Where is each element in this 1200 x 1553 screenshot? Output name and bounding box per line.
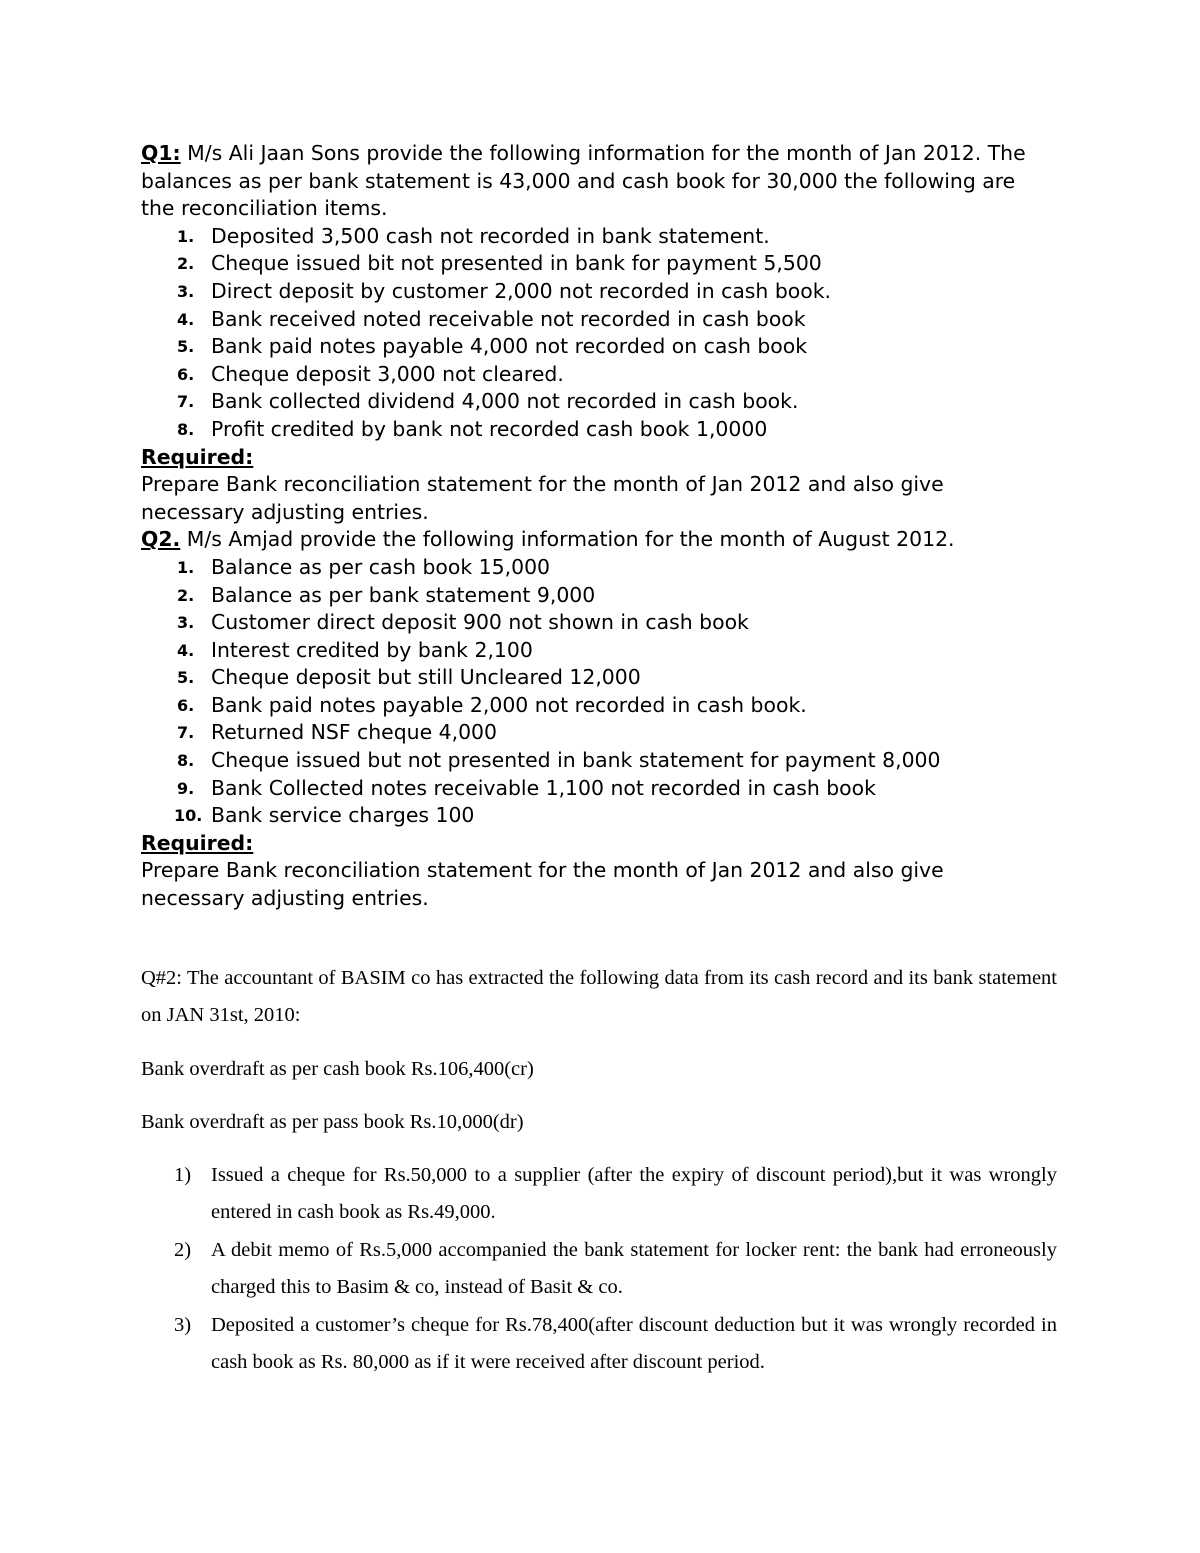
q2-label: Q2.: [141, 527, 181, 552]
item-text: Cheque deposit but still Uncleared 12,000: [211, 665, 641, 690]
list-item: [141, 416, 1041, 444]
item-number: 1): [174, 1164, 192, 1186]
item-text: A debit memo of Rs.5,000 accompanied the bank statement for locker rent: the bank had erroneously charged this to Basim & co, instead of Basit & co.: [211, 1239, 1057, 1298]
item-text: Deposited a customer’s cheque for Rs.78,400(after discount deduction but it was wrongly recorded in cash book as Rs. 80,000 as if it were received after discount period.: [211, 1314, 1057, 1373]
list-item: [141, 1232, 1057, 1306]
list-item: [141, 278, 1041, 306]
list-item: [141, 747, 1041, 775]
item-text: Bank paid notes payable 2,000 not recorded in cash book.: [211, 692, 807, 717]
q3-list: [141, 1157, 1057, 1381]
item-number: 8.: [177, 751, 195, 771]
required-label: Required:: [141, 830, 254, 855]
list-item: [141, 802, 1041, 830]
item-text: Bank Collected notes receivable 1,100 not recorded in cash book: [211, 775, 876, 800]
item-number: 9.: [177, 778, 195, 798]
q2-required-heading: [141, 830, 1041, 858]
list-item: [141, 609, 1041, 637]
list-item: [141, 1157, 1057, 1231]
item-text: Balance as per bank statement 9,000: [211, 582, 596, 607]
item-number: 10.: [174, 806, 203, 826]
list-item: [141, 775, 1041, 803]
item-number: 3.: [177, 281, 195, 301]
item-number: 7.: [177, 392, 195, 412]
q1-intro-text: M/s Ali Jaan Sons provide the following information for the month of Jan 2012. The balances as per bank statement is 43,000 and cash book for 30,000 the following are the reconciliation items.: [141, 141, 1026, 221]
q1-intro: [141, 140, 1041, 223]
item-number: 2.: [177, 254, 195, 274]
item-text: Bank received noted receivable not recorded in cash book: [211, 306, 806, 331]
q3-intro: Q#2: The accountant of BASIM co has extracted the following data from its cash record and its bank statement on JAN 31st, 2010:: [141, 967, 1057, 1026]
item-number: 8.: [177, 419, 195, 439]
list-item: [141, 664, 1041, 692]
q1-required-heading: [141, 444, 1041, 472]
item-text: Bank paid notes payable 4,000 not recorded on cash book: [211, 334, 808, 359]
list-item: [141, 306, 1041, 334]
q2-list: [141, 554, 1041, 830]
item-text: Balance as per cash book 15,000: [211, 554, 551, 579]
item-text: Issued a cheque for Rs.50,000 to a supplier (after the expiry of discount period),but it was wrongly entered in cash book as Rs.49,000.: [211, 1164, 1057, 1223]
item-text: Interest credited by bank 2,100: [211, 637, 533, 662]
item-number: 6.: [177, 695, 195, 715]
list-item: [141, 250, 1041, 278]
q1-required-text: Prepare Bank reconciliation statement for the month of Jan 2012 and also give necessary adjusting entries.: [141, 472, 944, 524]
item-number: 2): [174, 1239, 192, 1261]
item-text: Cheque issued bit not presented in bank for payment 5,500: [211, 251, 822, 276]
q1-list: [141, 223, 1041, 444]
item-text: Bank service charges 100: [211, 803, 475, 828]
serif-section: [141, 960, 1057, 1381]
q2-intro: [141, 526, 1041, 554]
item-number: 3.: [177, 613, 195, 633]
required-label: Required:: [141, 444, 254, 469]
list-item: [141, 223, 1041, 251]
item-number: 2.: [177, 585, 195, 605]
item-number: 7.: [177, 723, 195, 743]
item-number: 1.: [177, 557, 195, 577]
list-item: [141, 637, 1041, 665]
item-text: Cheque issued but not presented in bank statement for payment 8,000: [211, 748, 941, 773]
item-text: Cheque deposit 3,000 not cleared.: [211, 361, 564, 386]
item-number: 4.: [177, 309, 195, 329]
list-item: [141, 692, 1041, 720]
item-number: 6.: [177, 364, 195, 384]
sans-section: [141, 140, 1041, 913]
list-item: [141, 582, 1041, 610]
list-item: [141, 719, 1041, 747]
item-number: 5.: [177, 668, 195, 688]
q3-line-cash-book: Bank overdraft as per cash book Rs.106,400(cr): [141, 1058, 534, 1080]
q3-line-pass-book: Bank overdraft as per pass book Rs.10,000(dr): [141, 1111, 524, 1133]
list-item: [141, 333, 1041, 361]
item-text: Deposited 3,500 cash not recorded in bank statement.: [211, 223, 770, 248]
list-item: [141, 1307, 1057, 1381]
item-number: 1.: [177, 226, 195, 246]
item-text: Bank collected dividend 4,000 not recorded in cash book.: [211, 389, 799, 414]
list-item: [141, 388, 1041, 416]
list-item: [141, 554, 1041, 582]
item-text: Direct deposit by customer 2,000 not recorded in cash book.: [211, 278, 832, 303]
item-number: 3): [174, 1314, 192, 1336]
item-text: Returned NSF cheque 4,000: [211, 720, 497, 745]
q2-intro-text: M/s Amjad provide the following information for the month of August 2012.: [180, 527, 955, 552]
list-item: [141, 361, 1041, 389]
item-number: 5.: [177, 337, 195, 357]
item-text: Profit credited by bank not recorded cash book 1,0000: [211, 416, 768, 441]
q2-required-text: Prepare Bank reconciliation statement for the month of Jan 2012 and also give necessary adjusting entries.: [141, 858, 944, 911]
item-text: Customer direct deposit 900 not shown in cash book: [211, 610, 749, 635]
q1-label: Q1:: [141, 141, 181, 165]
item-number: 4.: [177, 640, 195, 660]
